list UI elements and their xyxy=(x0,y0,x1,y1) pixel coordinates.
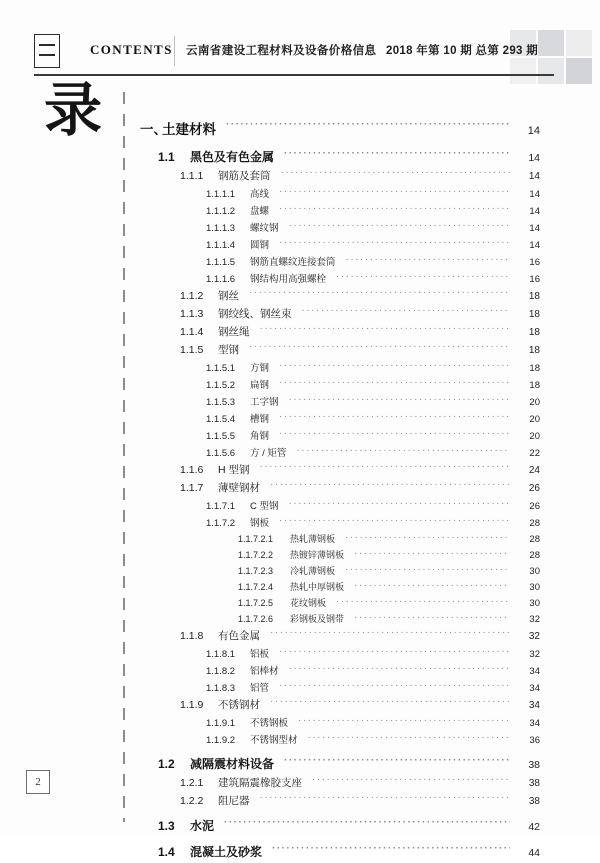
toc-entry-number: 1.1.6 xyxy=(180,464,204,476)
toc-entry-number: 1.1.7.2.1 xyxy=(238,534,274,544)
toc-entry-number: 1.1.7.2.3 xyxy=(238,566,274,576)
toc-entry-label: 不锈钢材 xyxy=(218,699,260,711)
toc-entry-label: 钢筋直螺纹连接套筒 xyxy=(250,257,336,268)
toc-entry-page: 14 xyxy=(527,125,540,137)
toc-entry[interactable] xyxy=(140,377,540,391)
toc-entry[interactable] xyxy=(140,203,540,217)
toc-leader-dots xyxy=(279,648,510,658)
toc-entry-number: 1.1.5.6 xyxy=(206,448,236,459)
toc-entry[interactable] xyxy=(140,817,540,834)
toc-entry-label: 角钢 xyxy=(250,431,270,442)
toc-entry[interactable] xyxy=(140,186,540,200)
toc-entry-page: 14 xyxy=(529,240,540,251)
toc-entry[interactable] xyxy=(140,342,540,357)
toc-entry-label: 铝棒材 xyxy=(250,666,279,677)
toc-leader-dots xyxy=(336,273,510,283)
toc-entry[interactable] xyxy=(140,220,540,234)
toc-entry[interactable] xyxy=(140,680,540,694)
toc-entry-number: 1.1.5.2 xyxy=(206,380,236,391)
toc-leader-dots xyxy=(354,613,510,622)
toc-entry-number: 1.1.1 xyxy=(180,170,204,182)
toc-entry[interactable] xyxy=(140,793,540,808)
toc-entry[interactable] xyxy=(140,775,540,790)
toc-entry-number: 1.1.1.5 xyxy=(206,257,236,268)
toc-entry-label: 热轧中厚钢板 xyxy=(290,582,345,592)
toc-entry-number: 1.4 xyxy=(158,845,175,859)
toc-entry-page: 34 xyxy=(529,666,540,677)
toc-entry-label: 不锈钢型材 xyxy=(250,735,298,746)
toc-entry[interactable] xyxy=(140,580,540,593)
toc-entry-page: 28 xyxy=(529,518,540,529)
toc-entry-page: 16 xyxy=(529,257,540,268)
contents-mark-icon xyxy=(34,34,60,68)
toc-entry-page: 34 xyxy=(529,718,540,729)
toc-entry[interactable] xyxy=(140,515,540,529)
toc-entry-label: 钢筋及套筒 xyxy=(218,170,271,182)
toc-entry-number: 1.2.2 xyxy=(180,795,204,807)
toc-entry[interactable] xyxy=(140,428,540,442)
toc-entry-page: 18 xyxy=(528,291,540,302)
toc-entry-page: 14 xyxy=(529,223,540,234)
toc-entry-page: 32 xyxy=(529,614,540,625)
toc-entry[interactable] xyxy=(140,596,540,609)
toc-entry-number: 1.1.3 xyxy=(180,308,204,320)
toc-entry[interactable] xyxy=(140,462,540,477)
toc-entry-number: 1.2.1 xyxy=(180,777,204,789)
toc-leader-dots xyxy=(281,169,511,180)
contents-label: CONTENTS xyxy=(90,42,173,57)
page-number: 2 xyxy=(26,770,50,794)
toc-leader-dots xyxy=(284,756,510,768)
toc-entry[interactable] xyxy=(140,715,540,729)
toc-entry-number: 1.1.1.6 xyxy=(206,274,236,285)
vertical-divider xyxy=(123,92,125,822)
toc-entry-page: 20 xyxy=(529,431,540,442)
header-divider xyxy=(174,36,175,66)
toc-entry-label: 热轧薄钢板 xyxy=(290,534,336,544)
toc-entry[interactable] xyxy=(140,445,540,459)
toc-leader-dots xyxy=(272,844,510,856)
toc-entry-number: 1.1.8 xyxy=(180,630,204,642)
toc-entry-number: 1.1.1.4 xyxy=(206,240,236,251)
toc-entry[interactable] xyxy=(140,254,540,268)
toc-entry-number: 1.1.7.2 xyxy=(206,518,236,529)
toc-entry-label: 工字钢 xyxy=(250,397,279,408)
toc-entry-page: 34 xyxy=(529,683,540,694)
toc-leader-dots xyxy=(298,717,510,727)
toc-entry[interactable] xyxy=(140,663,540,677)
toc-leader-dots xyxy=(289,222,510,232)
toc-leader-dots xyxy=(279,682,510,692)
toc-entry-page: 18 xyxy=(528,309,540,320)
toc-entry-label: 黑色及有色金属 xyxy=(190,150,275,164)
toc-entry[interactable] xyxy=(140,306,540,321)
toc-leader-dots xyxy=(279,188,510,198)
toc-entry-number: 1.1.5.5 xyxy=(206,431,236,442)
toc-leader-dots xyxy=(289,500,510,510)
toc-entry-number: 1.1.8.2 xyxy=(206,666,236,677)
toc-entry[interactable] xyxy=(140,548,540,561)
toc-entry-number: 1.1.9.2 xyxy=(206,735,236,746)
toc-entry-label: 钢丝 xyxy=(218,290,239,302)
toc-leader-dots xyxy=(279,379,510,389)
header-rule xyxy=(34,74,554,76)
toc-entry-number: 一、 xyxy=(140,122,167,137)
toc-entry-label: 铝管 xyxy=(250,683,270,694)
toc-entry-label: 钢绞线、钢丝束 xyxy=(218,308,292,320)
toc-leader-dots xyxy=(270,481,510,492)
toc-entry[interactable] xyxy=(140,271,540,285)
toc-entry-number: 1.3 xyxy=(158,819,175,833)
toc-entry-number: 1.1.1.1 xyxy=(206,189,236,200)
toc-entry-number: 1.2 xyxy=(158,757,175,771)
toc-leader-dots xyxy=(346,256,510,266)
toc-entry-number: 1.1.9 xyxy=(180,699,204,711)
toc-entry[interactable] xyxy=(140,843,540,860)
toc-entry-page: 14 xyxy=(529,206,540,217)
toc-leader-dots xyxy=(270,629,510,640)
toc-leader-dots xyxy=(279,362,510,372)
toc-entry[interactable] xyxy=(140,564,540,577)
toc-entry-label: 彩钢板及钢带 xyxy=(290,614,345,624)
toc-entry-number: 1.1.5.3 xyxy=(206,397,236,408)
toc-entry[interactable] xyxy=(140,480,540,495)
toc-entry[interactable] xyxy=(140,360,540,374)
toc-leader-dots xyxy=(354,581,510,590)
toc-leader-dots xyxy=(279,517,510,527)
toc-entry-label: 方 / 矩管 xyxy=(250,448,287,459)
toc-leader-dots xyxy=(270,698,510,709)
big-title-character: 录 xyxy=(44,78,103,143)
toc-entry[interactable] xyxy=(140,697,540,712)
toc-entry-number: 1.1.9.1 xyxy=(206,718,236,729)
toc-leader-dots xyxy=(279,239,510,249)
toc-leader-dots xyxy=(354,549,510,558)
toc-entry-number: 1.1.4 xyxy=(180,326,204,338)
toc-entry-label: 热镀锌薄钢板 xyxy=(290,550,345,560)
toc-entry[interactable] xyxy=(140,288,540,303)
toc-entry-page: 18 xyxy=(528,327,540,338)
toc-entry[interactable] xyxy=(140,532,540,545)
toc-entry-number: 1.1.7.2.4 xyxy=(238,582,274,592)
toc-entry-label: 阻尼器 xyxy=(218,795,250,807)
toc-entry-page: 20 xyxy=(529,414,540,425)
toc-entry-number: 1.1.1.2 xyxy=(206,206,236,217)
toc-entry-label: 盘螺 xyxy=(250,206,270,217)
toc-entry-page: 34 xyxy=(528,700,540,711)
toc-entry-number: 1.1.7.2.5 xyxy=(238,598,274,608)
toc-entry-label: H 型钢 xyxy=(218,464,250,476)
toc-entry-page: 42 xyxy=(528,821,540,833)
issue-label: 2018 年第 10 期 总第 293 期 xyxy=(386,45,539,57)
toc-entry[interactable] xyxy=(140,118,540,138)
toc-entry-number: 1.1.7 xyxy=(180,482,204,494)
toc-entry-label: 减隔震材料设备 xyxy=(190,757,275,771)
toc-leader-dots xyxy=(289,396,510,406)
toc-entry-label: 钢板 xyxy=(250,518,270,529)
toc-leader-dots xyxy=(284,149,510,161)
toc-entry[interactable] xyxy=(140,148,540,165)
toc-entry-page: 26 xyxy=(529,501,540,512)
table-of-contents xyxy=(140,118,540,863)
toc-leader-dots xyxy=(345,533,510,542)
toc-leader-dots xyxy=(308,734,510,744)
toc-entry[interactable] xyxy=(140,732,540,746)
toc-entry-page: 14 xyxy=(529,189,540,200)
toc-leader-dots xyxy=(260,325,511,336)
toc-entry-label: 型钢 xyxy=(218,344,239,356)
toc-entry-number: 1.1.5.1 xyxy=(206,363,236,374)
toc-entry-number: 1.1 xyxy=(158,150,175,164)
toc-entry-number: 1.1.7.1 xyxy=(206,501,236,512)
toc-entry[interactable] xyxy=(140,628,540,643)
toc-entry-number: 1.1.8.3 xyxy=(206,683,236,694)
toc-leader-dots xyxy=(279,413,510,423)
toc-entry-page: 18 xyxy=(528,345,540,356)
toc-leader-dots xyxy=(249,343,510,354)
toc-leader-dots xyxy=(279,430,510,440)
toc-entry-label: 水泥 xyxy=(190,819,215,833)
toc-entry-label: 有色金属 xyxy=(218,630,260,642)
toc-entry-number: 1.1.7.2.2 xyxy=(238,550,274,560)
toc-entry-label: 不锈钢板 xyxy=(250,718,289,729)
toc-entry-label: 高线 xyxy=(250,189,270,200)
toc-leader-dots xyxy=(260,794,511,805)
toc-leader-dots xyxy=(249,289,510,300)
toc-entry-number: 1.1.2 xyxy=(180,290,204,302)
toc-entry-label: 薄壁钢材 xyxy=(218,482,260,494)
toc-leader-dots xyxy=(260,463,511,474)
toc-entry-label: 冷轧薄钢板 xyxy=(290,566,336,576)
toc-entry-number: 1.1.7.2.6 xyxy=(238,614,274,624)
toc-entry-label: 钢结构用高强螺栓 xyxy=(250,274,327,285)
toc-entry[interactable] xyxy=(140,646,540,660)
page-header xyxy=(34,36,554,82)
toc-entry-page: 18 xyxy=(529,380,540,391)
toc-entry[interactable] xyxy=(140,411,540,425)
toc-leader-dots xyxy=(224,818,510,830)
toc-entry-page: 16 xyxy=(529,274,540,285)
toc-leader-dots xyxy=(226,121,510,135)
toc-entry-label: C 型钢 xyxy=(250,501,279,512)
toc-entry-label: 螺纹钢 xyxy=(250,223,279,234)
toc-entry-label: 方钢 xyxy=(250,363,270,374)
toc-entry-page: 14 xyxy=(528,171,540,182)
toc-leader-dots xyxy=(345,565,510,574)
toc-entry[interactable] xyxy=(140,324,540,339)
toc-entry-label: 混凝土及砂浆 xyxy=(190,845,263,859)
toc-leader-dots xyxy=(312,776,510,787)
toc-entry-page: 18 xyxy=(529,363,540,374)
toc-entry-page: 32 xyxy=(528,631,540,642)
toc-entry-label: 槽钢 xyxy=(250,414,270,425)
toc-entry-number: 1.1.5 xyxy=(180,344,204,356)
toc-entry-label: 建筑隔震橡胶支座 xyxy=(218,777,302,789)
toc-entry-page: 28 xyxy=(529,550,540,561)
toc-entry[interactable] xyxy=(140,612,540,625)
toc-leader-dots xyxy=(302,307,511,318)
toc-leader-dots xyxy=(289,665,510,675)
toc-entry-page: 30 xyxy=(529,566,540,577)
toc-entry-page: 44 xyxy=(528,847,540,859)
toc-entry[interactable] xyxy=(140,168,540,183)
toc-entry-page: 30 xyxy=(529,582,540,593)
toc-entry-page: 14 xyxy=(528,152,540,164)
toc-entry[interactable] xyxy=(140,755,540,772)
toc-entry-page: 36 xyxy=(529,735,540,746)
toc-entry-number: 1.1.5.4 xyxy=(206,414,236,425)
publication-title: 云南省建设工程材料及设备价格信息 xyxy=(186,45,377,57)
toc-entry[interactable] xyxy=(140,394,540,408)
toc-entry-label: 花纹钢板 xyxy=(290,598,327,608)
toc-entry-page: 24 xyxy=(528,465,540,476)
toc-entry-label: 铝板 xyxy=(250,649,270,660)
toc-entry-page: 38 xyxy=(528,778,540,789)
toc-entry-number: 1.1.1.3 xyxy=(206,223,236,234)
toc-leader-dots xyxy=(336,597,510,606)
toc-entry-label: 土建材料 xyxy=(162,122,216,137)
toc-leader-dots xyxy=(296,447,510,457)
toc-entry[interactable] xyxy=(140,237,540,251)
toc-entry[interactable] xyxy=(140,498,540,512)
toc-entry-page: 38 xyxy=(528,796,540,807)
toc-entry-label: 扁钢 xyxy=(250,380,270,391)
toc-entry-page: 22 xyxy=(529,448,540,459)
toc-entry-page: 28 xyxy=(529,534,540,545)
toc-entry-label: 钢丝绳 xyxy=(218,326,250,338)
toc-entry-page: 32 xyxy=(529,649,540,660)
toc-entry-page: 20 xyxy=(529,397,540,408)
toc-entry-page: 38 xyxy=(528,759,540,771)
toc-entry-page: 30 xyxy=(529,598,540,609)
toc-entry-page: 26 xyxy=(528,483,540,494)
toc-entry-label: 圆钢 xyxy=(250,240,270,251)
toc-entry-number: 1.1.8.1 xyxy=(206,649,236,660)
toc-leader-dots xyxy=(279,205,510,215)
